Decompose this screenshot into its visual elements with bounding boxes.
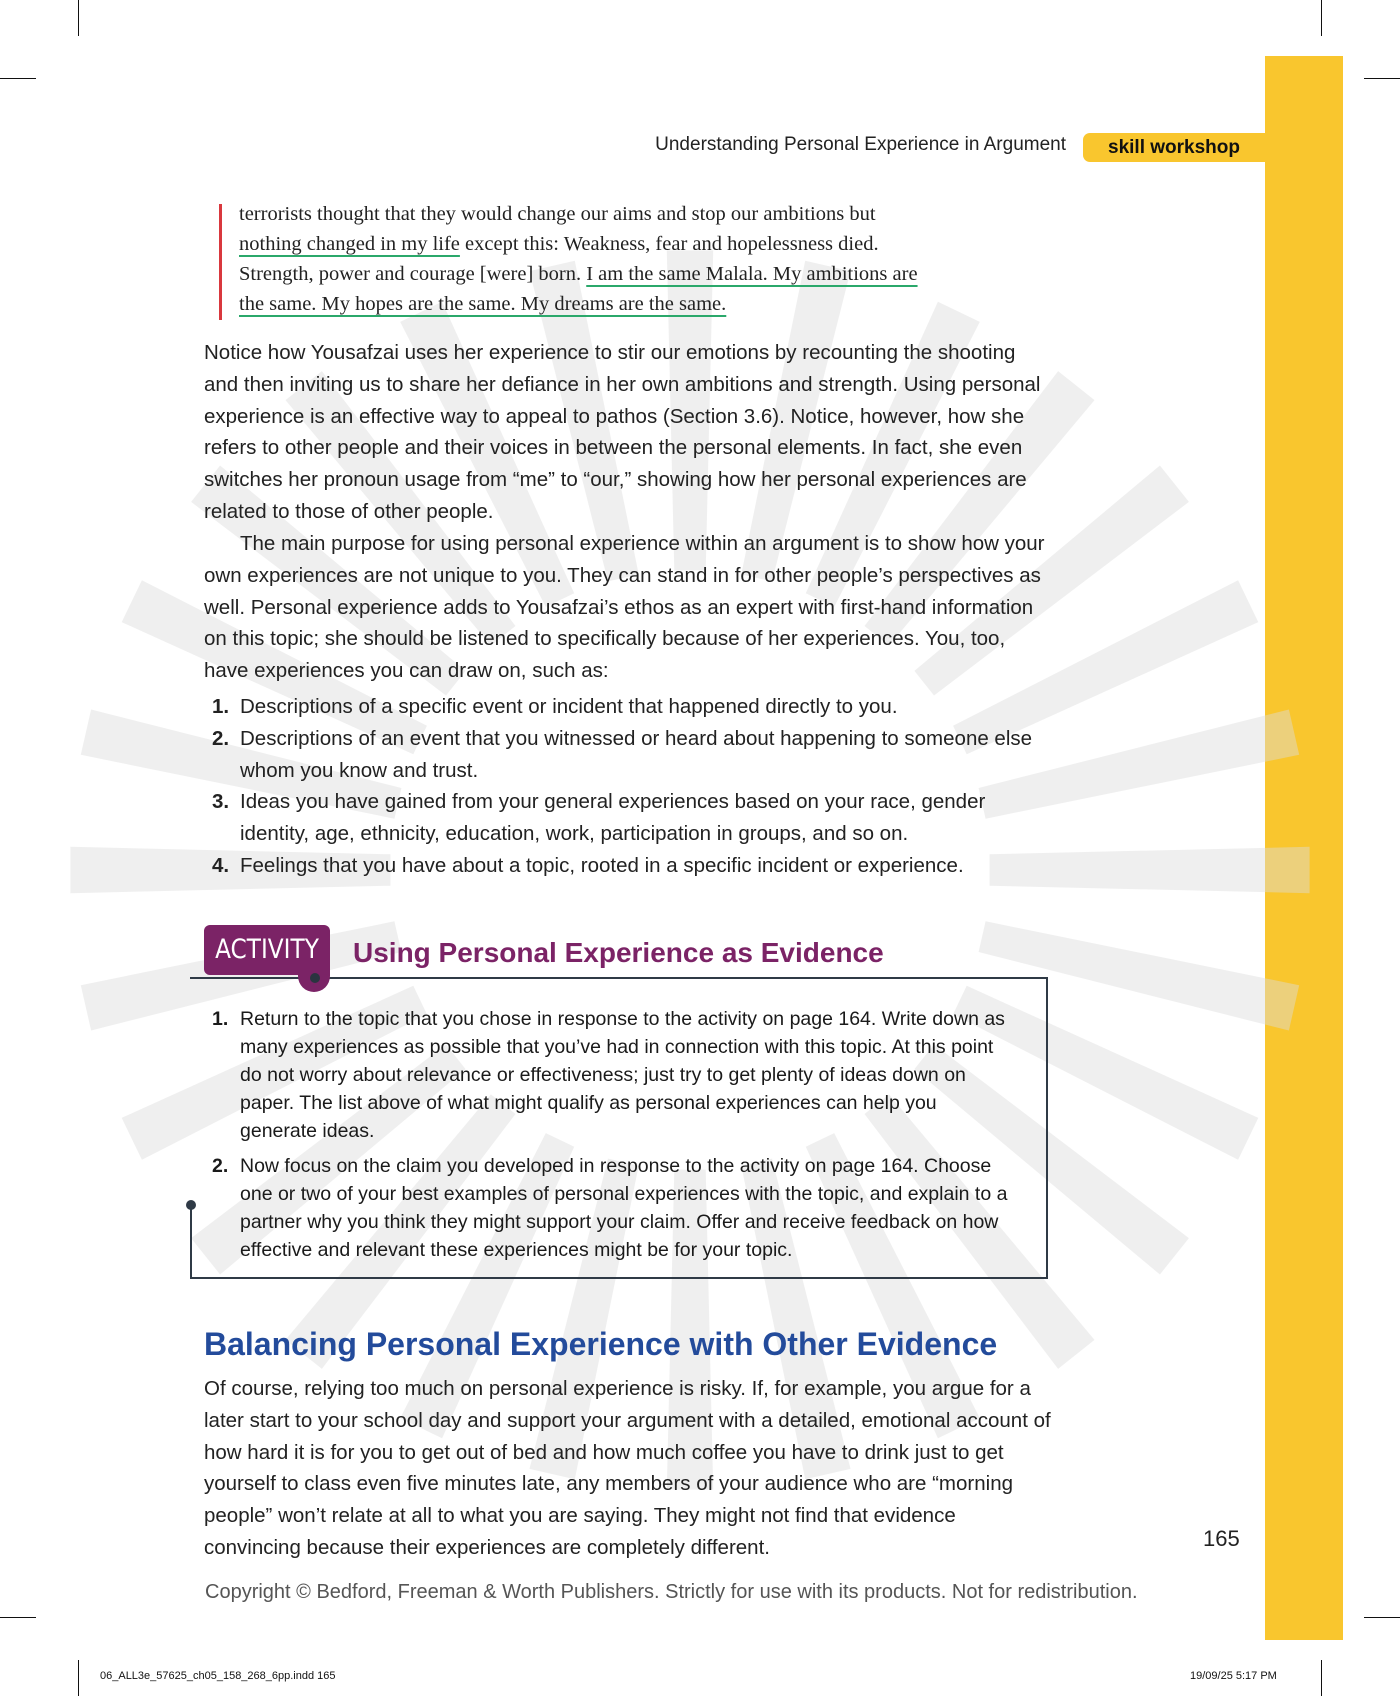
activity-item: [204, 1005, 1014, 1145]
quote-line: [239, 289, 1019, 319]
list-number: 2.: [212, 726, 230, 750]
crop-mark: [1321, 0, 1322, 36]
block-quote: [239, 199, 1019, 319]
activity-item: [204, 1152, 1014, 1264]
body-paragraph: Of course, relying too much on personal experience is risky. If, for example, you argue for a later start to your school day and support your argument with a detailed, emotional account of how hard it is for you to get out of bed and how much coffee you have to drink just to get yourself to class even five minutes late, any members of your audience who are “morning people” won’t relate at all to what you are saying. They might not find that evidence convincing because their experiences are completely different.: [204, 1377, 1051, 1559]
crop-mark: [1321, 1660, 1322, 1696]
list-number: 4.: [212, 853, 230, 877]
body-paragraph-text: The main purpose for using personal experience within an argument is to show how your own experiences are not unique to you. They can stand in for other people’s perspectives as well. Personal experience adds to Yousafzai’s ethos as an expert with first-hand information on this topic; she should be listened to specifically because of her experiences. You, too, have experiences you can draw on, such as:: [204, 532, 1045, 683]
quote-rule: [219, 204, 222, 320]
activity-badge-dot: [310, 973, 320, 983]
list-item: [204, 691, 1054, 723]
activity-title: Using Personal Experience as Evidence: [353, 937, 884, 968]
list-text: Descriptions of a specific event or incident that happened directly to you.: [240, 695, 898, 718]
crop-mark: [1364, 1617, 1400, 1618]
quote-text: Strength, power and courage [were] born.: [239, 263, 587, 285]
activity-box-left-rule: [190, 1203, 192, 1279]
crop-mark: [78, 1660, 79, 1696]
list-item: [204, 723, 1054, 787]
page-number: 165: [1203, 1526, 1240, 1551]
quote-underlined-text: nothing changed in my life: [239, 233, 460, 255]
list-text: Descriptions of an event that you witnessed or heard about happening to someone else whom you know and trust.: [240, 726, 1033, 782]
experience-list: [204, 691, 1054, 882]
crop-mark: [0, 1617, 36, 1618]
list-number: 1.: [212, 1008, 229, 1030]
activity-box-dot: [186, 1200, 196, 1210]
quote-line: terrorists thought that they would change our aims and stop our ambitions but: [239, 203, 876, 225]
list-item: [204, 786, 1054, 850]
section-tab-badge: skill workshop: [1083, 133, 1265, 162]
body-paragraph: Notice how Yousafzai uses her experience to stir our emotions by recounting the shooting and then inviting us to share her defiance in her own ambitions and strength. Using personal experience is an effective way to appeal to pathos (Section 3.6). Notice, however, how she refers to other people and their voices in between the personal elements. In fact, she even switches her pronoun usage from “me” to “our,” showing how her personal experiences are related to those of other people.: [204, 341, 1041, 523]
list-item: [204, 850, 1054, 882]
list-text: Return to the topic that you chose in response to the activity on page 164. Write down as many experiences as possible that you’ve had in connection with this topic. At this point do not worry about relevance or effectiveness; just try to get plenty of ideas down on paper. The list above of what might qualify as personal experiences can help you generate ideas.: [240, 1008, 1005, 1142]
list-text: Feelings that you have about a topic, rooted in a specific incident or experience.: [240, 853, 964, 877]
body-paragraph: [204, 528, 1054, 687]
print-slug-file: 06_ALL3e_57625_ch05_158_268_6pp.indd 165: [100, 1670, 336, 1682]
crop-mark: [0, 78, 36, 79]
list-text: Now focus on the claim you developed in response to the activity on page 164. Choose one or two of your best examples of personal experiences with the topic, and explain to a partner why you think they might support your claim. Offer and receive feedback on how effective and relevant these experiences might be for your topic.: [240, 1155, 1008, 1261]
quote-text: except this: Weakness, fear and hopelessness died.: [459, 233, 879, 255]
crop-mark: [1364, 78, 1400, 79]
list-number: 3.: [212, 790, 230, 814]
quote-underlined-text: the same. My hopes are the same. My dreams are the same.: [239, 293, 727, 315]
list-number: 2.: [212, 1155, 229, 1177]
quote-line: [239, 229, 1019, 259]
crop-mark: [78, 0, 79, 36]
copyright-notice: Copyright © Bedford, Freeman & Worth Publishers. Strictly for use with its products. Not for redistribution.: [205, 1581, 1138, 1603]
list-number: 1.: [212, 695, 230, 718]
yellow-margin-bar: [1265, 56, 1343, 1640]
list-text: Ideas you have gained from your general experiences based on your race, gender identity, age, ethnicity, education, work, participation in groups, and so on.: [240, 790, 986, 846]
activity-badge: [204, 925, 330, 975]
activity-badge-label: ACTIVITY: [215, 934, 319, 965]
section-heading: Balancing Personal Experience with Other Evidence: [204, 1326, 998, 1362]
quote-underlined-text: I am the same Malala. My ambitions are: [586, 263, 918, 285]
activity-list: [204, 1005, 1014, 1271]
quote-line: [239, 259, 1019, 289]
print-slug-date: 19/09/25 5:17 PM: [1190, 1670, 1277, 1682]
running-head: Understanding Personal Experience in Argument: [655, 134, 1066, 155]
